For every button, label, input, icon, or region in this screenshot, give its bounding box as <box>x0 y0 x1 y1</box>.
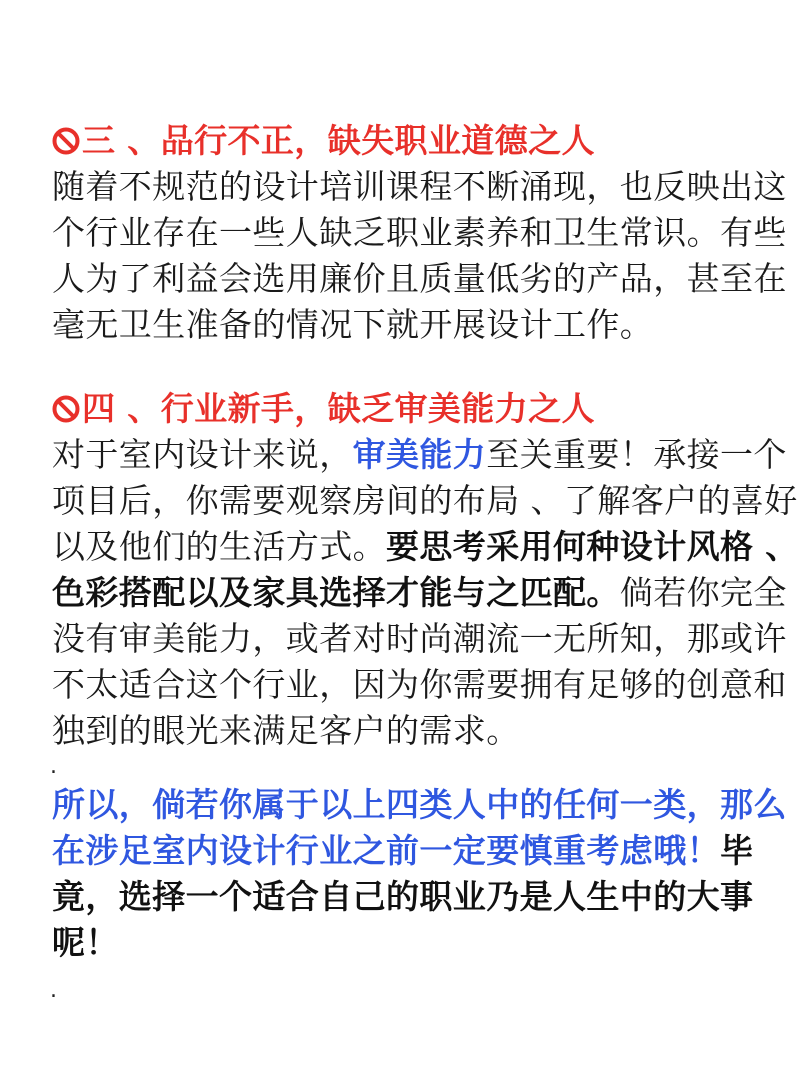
section-4-line-7: 独到的眼光来满足客户的需求。 <box>52 711 520 750</box>
no-entry-icon <box>52 127 80 155</box>
section-4-line-4-bold: 色彩搭配以及家具选择才能与之匹配。 <box>52 573 620 612</box>
section-4-line-4-post: 倘若你完全 <box>619 573 787 612</box>
section-4-line-3 <box>52 524 799 570</box>
aesthetic-ability-highlight: 审美能力 <box>352 435 487 474</box>
no-entry-icon <box>52 395 80 423</box>
section-3-line-4: 毫无卫生准备的情况下就开展设计工作。 <box>52 305 654 344</box>
section-4-line-6: 不太适合这个行业，因为你需要拥有足够的创意和 <box>52 665 787 704</box>
section-4-line-4 <box>52 570 787 616</box>
conclusion-line-2-bold: 毕 <box>720 831 754 870</box>
separator-dot-end: . <box>50 978 57 1003</box>
section-4-line-3-bold: 要思考采用何种设计风格 、 <box>386 527 799 566</box>
conclusion-line-2-blue: 在涉足室内设计行业之前一定要慎重考虑哦！ <box>52 831 720 870</box>
section-3-line-1: 随着不规范的设计培训课程不断涌现，也反映出这 <box>52 167 787 206</box>
conclusion-line-4: 呢！ <box>52 923 119 962</box>
section-4-line-5: 没有审美能力，或者对时尚潮流一无所知，那或许 <box>52 619 787 658</box>
section-3-line-2: 个行业存在一些人缺乏职业素养和卫生常识。有些 <box>52 213 787 252</box>
conclusion-line-1: 所以，倘若你属于以上四类人中的任何一类，那么 <box>52 785 787 824</box>
conclusion-line-3: 竟，选择一个适合自己的职业乃是人生中的大事 <box>52 877 754 916</box>
section-4-heading-text: 四 、行业新手，缺乏审美能力之人 <box>82 389 595 428</box>
separator-dot: . <box>50 754 57 779</box>
section-4-line-2: 项目后，你需要观察房间的布局 、了解客户的喜好 <box>52 481 798 520</box>
section-4-line-1-post: 至关重要！承接一个 <box>486 435 787 474</box>
section-3-heading <box>52 118 762 164</box>
section-4-heading <box>52 386 762 432</box>
section-4-line-3-pre: 以及他们的生活方式。 <box>52 527 386 566</box>
conclusion-line-2 <box>52 828 762 874</box>
section-4-line-1-pre: 对于室内设计来说， <box>52 435 353 474</box>
section-4-line-1 <box>52 432 787 478</box>
section-3-line-3: 人为了利益会选用廉价且质量低劣的产品，甚至在 <box>52 259 787 298</box>
section-3-heading-text: 三 、品行不正，缺失职业道德之人 <box>82 121 595 160</box>
